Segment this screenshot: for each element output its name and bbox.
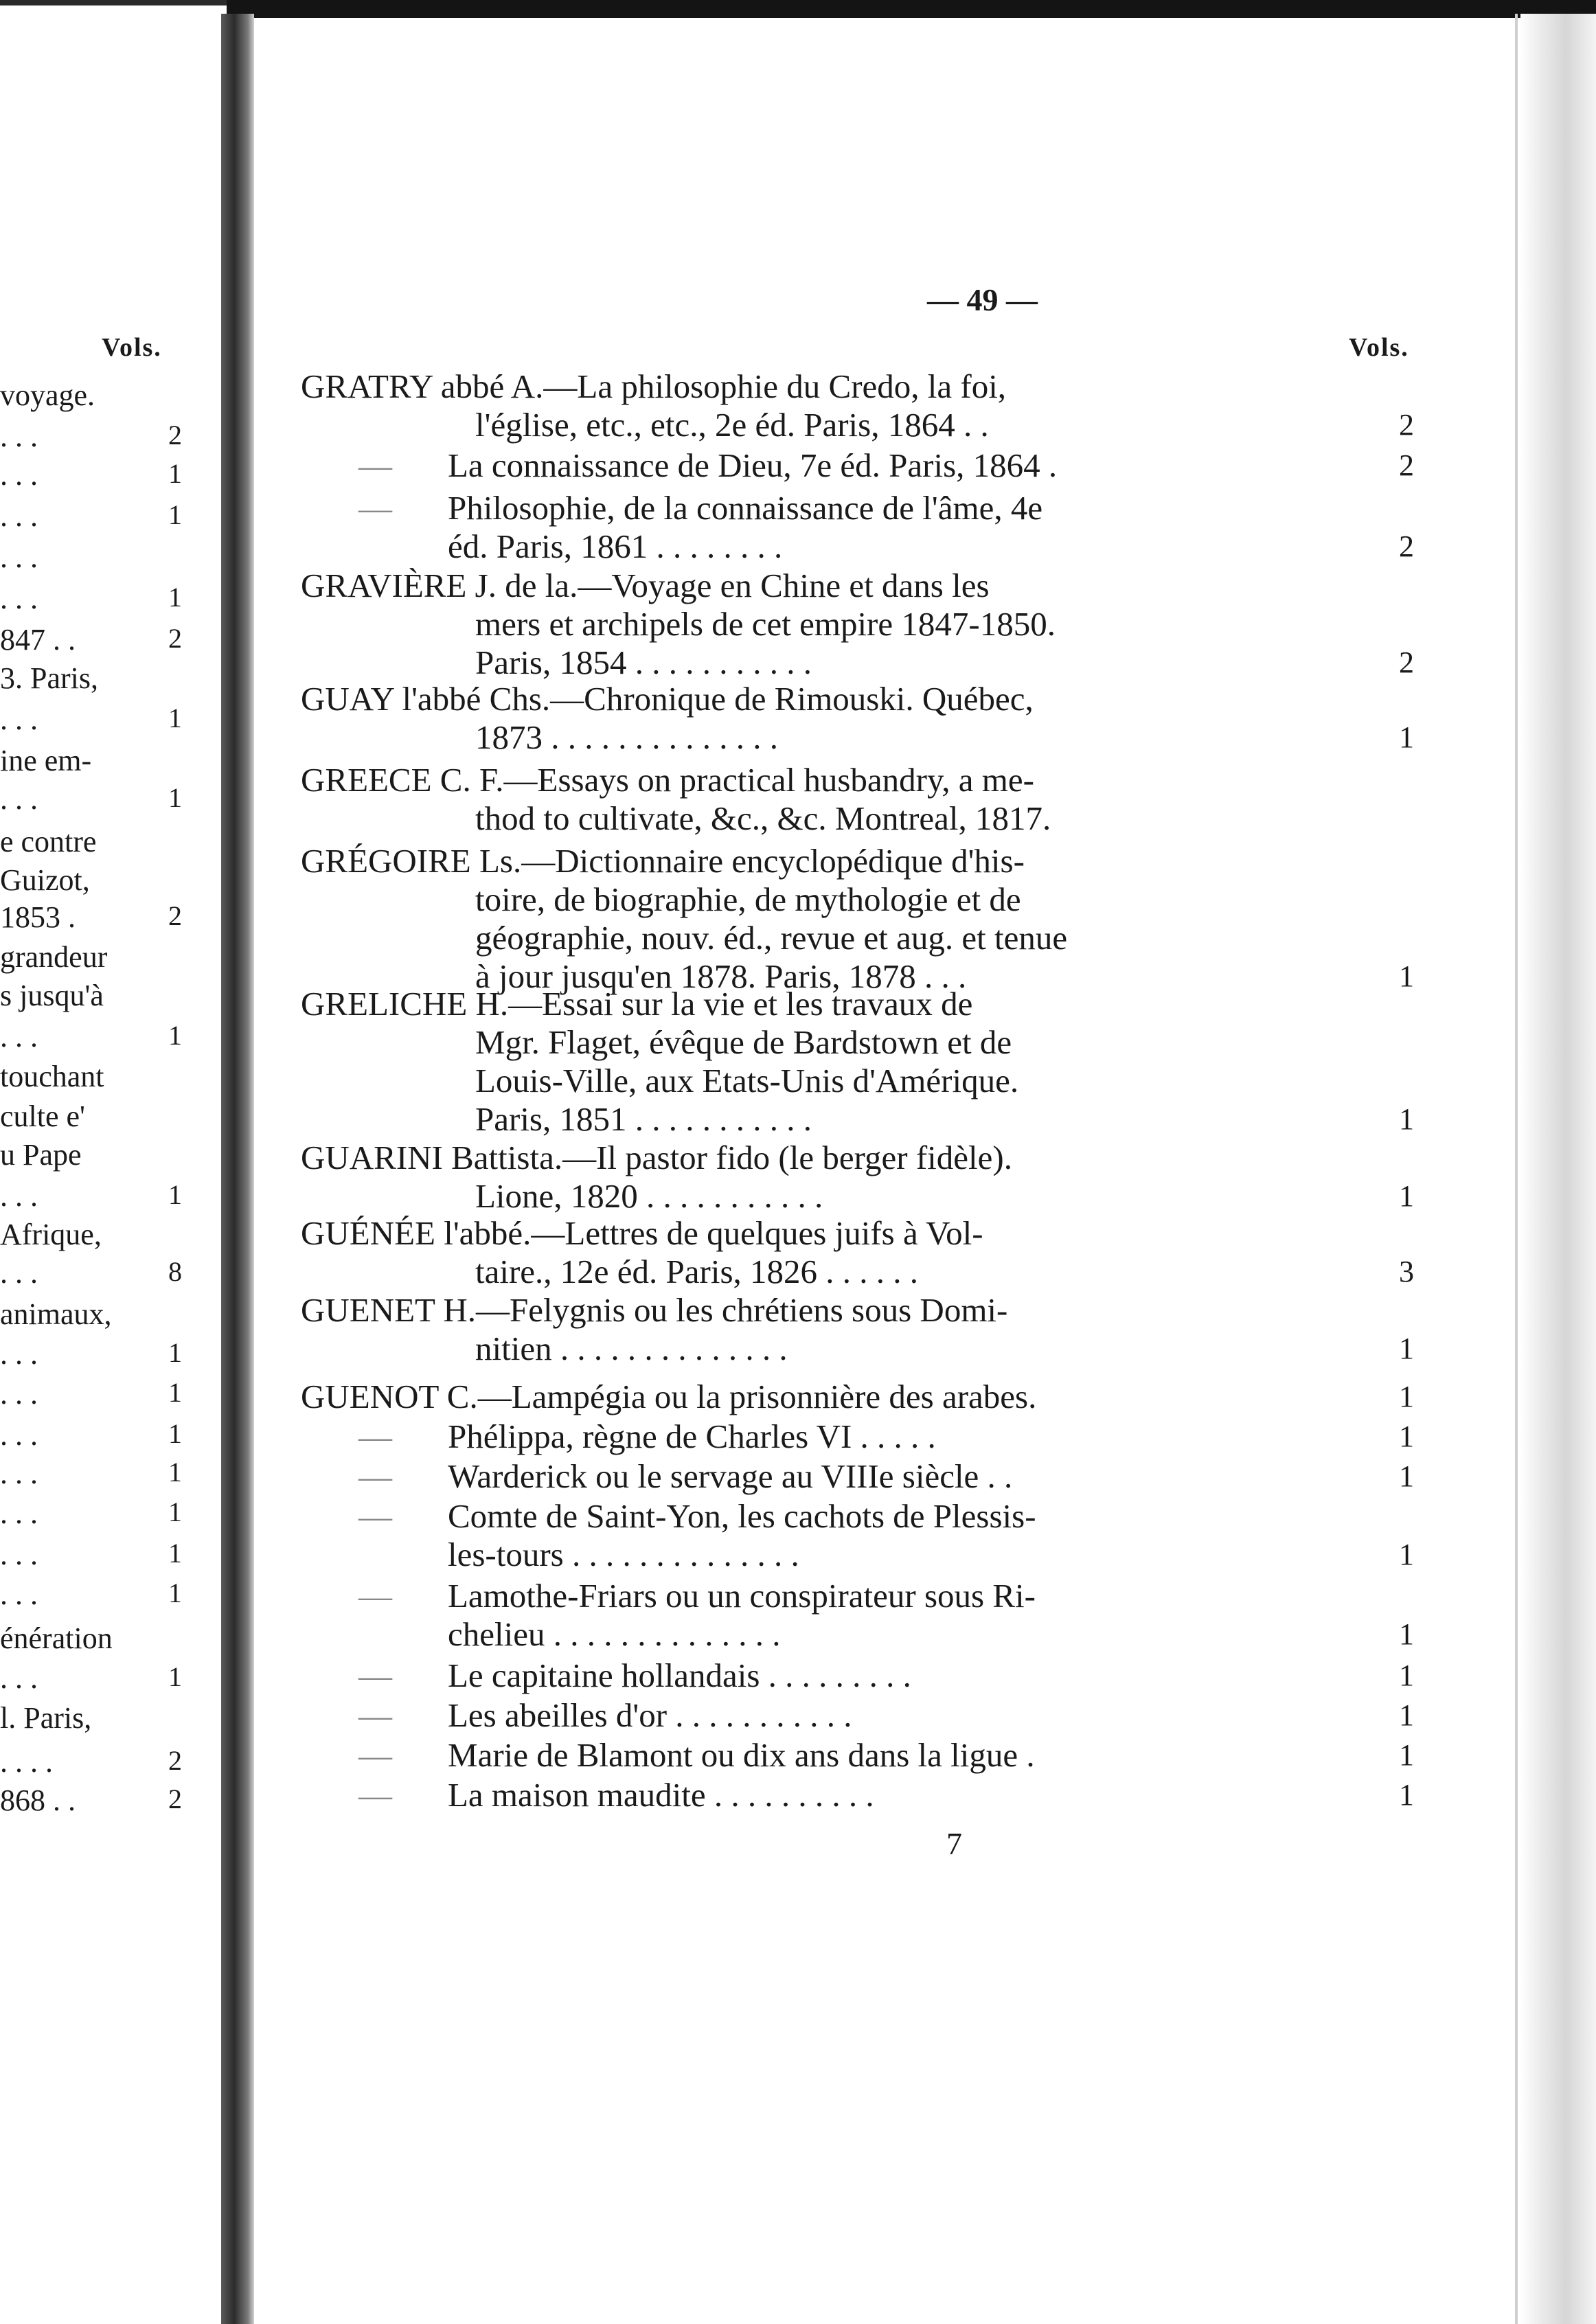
left-page-vol-count: 1 [168,1538,182,1569]
left-page-vol-count: 2 [168,420,182,451]
left-page-line: voyage. [0,378,95,412]
left-page-line: e contre [0,825,97,858]
entry-text: Philosophie, de la connaissance de l'âme, 4e [448,489,1043,527]
entry-text: éd. Paris, 1861 . . . . . . . . [448,527,783,565]
left-page-line: . . . [0,458,38,492]
catalog-sub-entry [301,1577,1414,1654]
book-gutter [221,14,254,2324]
ditto-dash: — [358,1736,392,1774]
entry-line-continuation [301,1100,1365,1139]
entry-line-continuation [301,1536,1365,1574]
entry-text: La maison maudite . . . . . . . . . . [448,1776,874,1814]
ditto-dash: — [358,1577,392,1615]
left-page-line: . . . [0,1256,38,1290]
entry-line-first [301,1291,1365,1330]
left-page-line: 3. Paris, [0,661,98,695]
entry-line-continuation [301,1062,1365,1100]
left-page-line: . . . [0,1577,38,1611]
catalog-entry [301,1378,1414,1416]
entry-line-continuation [301,643,1365,682]
entry-text: Mgr. Flaget, évêque de Bardstown et de [475,1023,1012,1061]
left-page-line: animaux, [0,1297,112,1331]
left-page-line: . . . [0,582,38,615]
entry-text: GUAY l'abbé Chs.—Chronique de Rimouski. Québec, [301,680,1034,718]
catalog-sub-entry [301,1656,1414,1695]
entry-text: GUARINI Battista.—Il pastor fido (le berger fidèle). [301,1139,1012,1176]
left-page-vol-count: 1 [168,1577,182,1608]
entry-line-continuation [301,406,1365,444]
entry-text: à jour jusqu'en 1878. Paris, 1878 . . . [475,957,967,995]
left-page-vol-count: 1 [168,1337,182,1368]
left-vols-header: Vols. [102,333,162,362]
catalog-sub-entry [301,1417,1414,1456]
entry-line-first [301,761,1365,799]
entry-line-first [301,1776,1365,1814]
entry-line-continuation [301,605,1365,643]
left-page-line: 847 . . [0,623,76,657]
left-page-vol-count: 1 [168,1661,182,1692]
volume-count: 1 [1399,1538,1414,1571]
volume-count: 1 [1399,1738,1414,1772]
entry-line-first [301,446,1365,485]
entry-line-first [301,680,1365,718]
catalog-page [261,0,1518,2324]
volume-count: 1 [1399,1179,1414,1213]
left-page-vol-count: 2 [168,1745,182,1776]
left-page-line: . . . [0,703,38,736]
left-page-line: . . . [0,540,38,574]
entry-line-first [301,1214,1365,1253]
volume-count: 1 [1399,1102,1414,1136]
volume-count: 1 [1399,1380,1414,1413]
entry-line-first [301,489,1365,527]
left-page-line: culte e' [0,1100,85,1133]
entry-text: Lamothe-Friars ou un conspirateur sous Ri- [448,1577,1036,1615]
entry-text: chelieu . . . . . . . . . . . . . . [448,1615,781,1653]
volume-count: 1 [1399,1659,1414,1692]
entry-text: GUENOT C.—Lampégia ou la prisonnière des arabes. [301,1378,1037,1415]
left-page-line: l. Paris, [0,1701,92,1735]
left-page-vol-count: 1 [168,782,182,813]
left-page-line: Afrique, [0,1218,102,1251]
entry-text: Le capitaine hollandais . . . . . . . . . [448,1656,911,1694]
left-page-vol-count: 1 [168,458,182,489]
entry-text: Phélippa, règne de Charles VI . . . . . [448,1417,936,1455]
ditto-dash: — [358,489,392,527]
entry-text: GRÉGOIRE Ls.—Dictionnaire encyclopédique d'his- [301,842,1025,880]
entry-text: GRELICHE H.—Essai sur la vie et les travaux de [301,985,973,1023]
entry-line-continuation [301,718,1365,757]
catalog-sub-entry [301,1776,1414,1814]
catalog-entry [301,1214,1414,1291]
left-page-line: . . . [0,1661,38,1695]
left-page-line: . . . [0,1377,38,1411]
entry-line-continuation [301,1177,1365,1216]
entry-line-continuation [301,919,1365,957]
catalog-entry [301,842,1414,996]
volume-count: 1 [1399,1459,1414,1493]
entry-text: Warderick ou le servage au VIIIe siècle . . [448,1457,1013,1495]
left-page-vol-count: 1 [168,1020,182,1051]
volume-count: 2 [1399,646,1414,679]
volume-count: 1 [1399,1332,1414,1365]
left-page-line: . . . [0,1538,38,1571]
entry-line-continuation [301,527,1365,566]
ditto-dash: — [358,1457,392,1495]
entry-text: Paris, 1851 . . . . . . . . . . . [475,1100,812,1138]
ditto-dash: — [358,1417,392,1455]
left-page-line: Guizot, [0,863,90,897]
catalog-sub-entry [301,1457,1414,1496]
left-page-line: . . . [0,1020,38,1053]
entry-text: Paris, 1854 . . . . . . . . . . . [475,643,812,681]
ditto-dash: — [358,446,392,484]
left-facing-page [0,0,221,2324]
ditto-dash: — [358,1776,392,1814]
entry-text: taire., 12e éd. Paris, 1826 . . . . . . [475,1253,919,1290]
volume-count: 1 [1399,1778,1414,1812]
left-page-line: . . . . [0,1745,53,1779]
left-page-vol-count: 2 [168,623,182,654]
catalog-entry [301,1291,1414,1368]
entry-line-first [301,1139,1365,1177]
vols-column-header: Vols. [1349,333,1409,362]
entry-line-first [301,1696,1365,1735]
catalog-sub-entry [301,1736,1414,1775]
entry-text: toire, de biographie, de mythologie et de [475,880,1021,918]
catalog-sub-entry [301,446,1414,485]
entry-text: GRATRY abbé A.—La philosophie du Credo, la foi, [301,367,1007,405]
left-page-line: . . . [0,782,38,816]
left-page-line: . . . [0,499,38,533]
entry-text: thod to cultivate, &c., &c. Montreal, 1817. [475,799,1051,837]
left-page-vol-count: 1 [168,1496,182,1527]
catalog-entry [301,567,1414,682]
left-page-line: 1853 . [0,900,76,934]
entry-text: l'église, etc., etc., 2e éd. Paris, 1864 . . [475,406,989,444]
left-page-line: s jusqu'à [0,979,104,1012]
volume-count: 2 [1399,448,1414,482]
catalog-entry [301,761,1365,838]
left-page-vol-count: 8 [168,1256,182,1287]
entry-line-first [301,367,1365,406]
entry-line-first [301,1736,1365,1775]
volume-count: 1 [1399,1617,1414,1651]
volume-count: 1 [1399,1420,1414,1453]
left-page-vol-count: 2 [168,1784,182,1814]
entry-line-first [301,1457,1365,1496]
left-page-vol-count: 1 [168,703,182,733]
signature-mark: 7 [946,1826,962,1861]
volume-count: 1 [1399,959,1414,993]
entry-line-continuation [301,880,1365,919]
left-page-line: ine em- [0,744,92,777]
entry-line-first [301,1378,1365,1416]
catalog-entry [301,680,1414,757]
page-edge-shadow [1520,14,1596,2324]
left-page-line: 868 . . [0,1784,76,1817]
left-page-line: . . . [0,1457,38,1490]
catalog-entry [301,1139,1414,1216]
left-page-vol-count: 1 [168,1457,182,1488]
entry-line-continuation [301,1615,1365,1654]
left-page-line: . . . [0,1418,38,1452]
left-page-line: touchant [0,1060,104,1093]
catalog-sub-entry [301,489,1414,566]
volume-count: 1 [1399,720,1414,754]
entry-line-first [301,1656,1365,1695]
ditto-dash: — [358,1696,392,1734]
entry-text: nitien . . . . . . . . . . . . . . [475,1330,788,1367]
left-page-line: . . . [0,420,38,453]
left-page-line: grandeur [0,940,108,974]
entry-line-first [301,842,1365,880]
ditto-dash: — [358,1656,392,1694]
entry-line-first [301,985,1365,1023]
entry-line-continuation [301,1330,1365,1368]
entry-text: géographie, nouv. éd., revue et aug. et tenue [475,919,1068,957]
volume-count: 1 [1399,1698,1414,1732]
catalog-entry [301,985,1414,1139]
volume-count: 2 [1399,529,1414,563]
entry-line-first [301,1577,1365,1615]
left-page-vol-count: 1 [168,1418,182,1449]
ditto-dash: — [358,1497,392,1535]
catalog-sub-entry [301,1696,1414,1735]
entry-text: Les abeilles d'or . . . . . . . . . . . [448,1696,852,1734]
page-number: — 49 — [927,282,1038,317]
entry-text: Comte de Saint-Yon, les cachots de Plessis- [448,1497,1036,1535]
left-page-line: . . . [0,1496,38,1530]
entry-text: 1873 . . . . . . . . . . . . . . [475,718,778,756]
catalog-entry [301,367,1414,444]
entry-line-first [301,1497,1365,1536]
left-page-line: . . . [0,1179,38,1213]
volume-count: 3 [1399,1255,1414,1288]
left-page-line: u Pape [0,1138,82,1172]
entry-text: Lione, 1820 . . . . . . . . . . . [475,1177,823,1215]
entry-text: les-tours . . . . . . . . . . . . . . [448,1536,799,1573]
entry-line-continuation [301,799,1365,838]
entry-line-first [301,1417,1365,1456]
entry-text: GRAVIÈRE J. de la.—Voyage en Chine et dans les [301,567,990,604]
entry-text: GREECE C. F.—Essays on practical husbandry, a me- [301,761,1034,799]
left-page-vol-count: 1 [168,1179,182,1210]
entry-line-continuation [301,1023,1365,1062]
entry-text: GUENET H.—Felygnis ou les chrétiens sous Domi- [301,1291,1008,1329]
left-page-vol-count: 2 [168,900,182,931]
catalog-sub-entry [301,1497,1414,1574]
entry-text: Louis-Ville, aux Etats-Unis d'Amérique. [475,1062,1019,1100]
entry-line-continuation [301,1253,1365,1291]
left-page-vol-count: 1 [168,1377,182,1408]
entry-text: La connaissance de Dieu, 7e éd. Paris, 1864 . [448,446,1058,484]
entry-text: mers et archipels de cet empire 1847-1850. [475,605,1056,643]
entry-text: Marie de Blamont ou dix ans dans la ligue . [448,1736,1035,1774]
left-page-line: énération [0,1621,113,1655]
entry-line-first [301,567,1365,605]
left-page-line: . . . [0,1337,38,1371]
left-page-vol-count: 1 [168,499,182,530]
entry-text: GUÉNÉE l'abbé.—Lettres de quelques juifs à Vol- [301,1214,983,1252]
left-page-vol-count: 1 [168,582,182,613]
volume-count: 2 [1399,408,1414,442]
